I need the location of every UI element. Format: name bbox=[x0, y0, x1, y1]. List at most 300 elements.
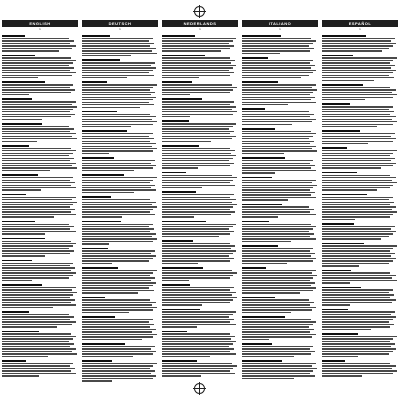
text-line bbox=[162, 368, 233, 369]
text-line bbox=[82, 204, 152, 205]
text-line bbox=[82, 243, 109, 244]
text-line bbox=[242, 84, 316, 85]
text-line bbox=[2, 197, 76, 198]
text-line bbox=[82, 378, 153, 379]
text-line bbox=[2, 148, 71, 149]
section-heading-line bbox=[162, 145, 199, 147]
text-line bbox=[82, 334, 157, 335]
text-line bbox=[242, 167, 311, 168]
text-line bbox=[82, 165, 156, 166]
text-line bbox=[242, 99, 311, 100]
text-line bbox=[162, 336, 235, 337]
text-line bbox=[242, 292, 300, 293]
text-line bbox=[162, 167, 198, 168]
text-line bbox=[242, 121, 312, 122]
text-line bbox=[322, 338, 393, 339]
text-block bbox=[322, 130, 398, 144]
text-line bbox=[162, 356, 210, 357]
text-line bbox=[162, 245, 235, 246]
text-line bbox=[2, 241, 71, 242]
section-heading-line bbox=[82, 111, 117, 113]
text-line bbox=[242, 248, 313, 249]
text-line bbox=[242, 370, 313, 371]
section-heading-line bbox=[162, 81, 192, 83]
section-heading-line bbox=[2, 284, 42, 286]
text-line bbox=[82, 241, 153, 242]
text-block bbox=[82, 360, 158, 381]
text-block bbox=[162, 331, 238, 357]
text-line bbox=[82, 312, 129, 313]
text-line bbox=[2, 375, 39, 376]
text-line bbox=[82, 280, 151, 281]
text-block bbox=[322, 223, 398, 240]
column-header: ITALIANO bbox=[242, 20, 318, 27]
text-line bbox=[242, 302, 314, 303]
text-line bbox=[322, 87, 390, 88]
text-line bbox=[82, 307, 157, 308]
text-line bbox=[2, 180, 70, 181]
text-line bbox=[82, 53, 157, 54]
text-line bbox=[322, 299, 396, 300]
text-line bbox=[2, 185, 71, 186]
text-line bbox=[322, 121, 397, 122]
text-line bbox=[2, 101, 76, 102]
section-heading-line bbox=[2, 174, 38, 176]
text-line bbox=[162, 187, 202, 188]
text-line bbox=[82, 50, 152, 51]
text-line bbox=[2, 265, 70, 266]
text-line bbox=[162, 94, 190, 95]
text-line bbox=[162, 114, 233, 115]
text-line bbox=[162, 233, 230, 234]
section-heading-line bbox=[322, 84, 363, 86]
section-heading-line bbox=[2, 145, 29, 147]
text-line bbox=[322, 363, 390, 364]
text-line bbox=[242, 192, 315, 193]
text-line bbox=[242, 346, 313, 347]
text-line bbox=[242, 236, 310, 237]
text-line bbox=[82, 114, 150, 115]
section-heading-line bbox=[162, 267, 203, 269]
section-heading-line bbox=[322, 223, 354, 225]
text-line bbox=[2, 299, 75, 300]
text-line bbox=[162, 40, 233, 41]
text-line bbox=[322, 126, 377, 127]
section-heading-line bbox=[322, 309, 348, 311]
text-line bbox=[2, 38, 69, 39]
text-block bbox=[82, 59, 158, 78]
section-heading-line bbox=[322, 360, 345, 362]
text-line bbox=[162, 370, 230, 371]
section-heading-line bbox=[242, 128, 275, 130]
text-line bbox=[242, 285, 311, 286]
text-line bbox=[242, 94, 310, 95]
text-line bbox=[82, 299, 150, 300]
section-heading-line bbox=[162, 120, 189, 122]
text-line bbox=[242, 214, 316, 215]
text-line bbox=[162, 128, 229, 129]
text-line bbox=[82, 282, 156, 283]
text-line bbox=[2, 297, 70, 298]
text-line bbox=[162, 165, 230, 166]
text-line bbox=[242, 102, 316, 103]
text-block bbox=[162, 191, 238, 217]
text-line bbox=[82, 290, 154, 291]
text-line bbox=[322, 321, 389, 322]
text-line bbox=[82, 375, 156, 376]
text-line bbox=[2, 45, 76, 46]
section-heading-line bbox=[82, 248, 108, 250]
text-line bbox=[162, 289, 230, 290]
text-line bbox=[82, 228, 154, 229]
text-line bbox=[162, 101, 234, 102]
text-block bbox=[322, 270, 398, 284]
text-line bbox=[82, 143, 156, 144]
text-line bbox=[162, 163, 234, 164]
text-block bbox=[82, 81, 158, 107]
text-line bbox=[322, 89, 396, 90]
text-line bbox=[2, 77, 38, 78]
text-line bbox=[2, 133, 76, 134]
text-line bbox=[242, 67, 311, 68]
text-line bbox=[322, 75, 389, 76]
text-block bbox=[162, 81, 238, 95]
section-heading-line bbox=[242, 316, 285, 318]
text-line bbox=[162, 216, 194, 217]
text-line bbox=[322, 302, 392, 303]
text-line bbox=[2, 228, 70, 229]
text-line bbox=[2, 75, 72, 76]
text-block bbox=[322, 309, 398, 330]
text-line bbox=[2, 70, 70, 71]
text-line bbox=[2, 177, 73, 178]
section-heading-line bbox=[242, 108, 265, 110]
text-line bbox=[2, 167, 77, 168]
text-block bbox=[82, 221, 158, 245]
text-line bbox=[82, 365, 153, 366]
text-line bbox=[2, 231, 76, 232]
section-heading-line bbox=[242, 297, 275, 299]
text-line bbox=[322, 292, 389, 293]
text-line bbox=[242, 258, 316, 259]
text-line bbox=[82, 40, 149, 41]
text-line bbox=[82, 70, 153, 71]
text-line bbox=[242, 77, 301, 78]
text-line bbox=[322, 231, 396, 232]
text-line bbox=[242, 307, 316, 308]
text-line bbox=[242, 378, 294, 379]
text-line bbox=[162, 194, 234, 195]
text-line bbox=[242, 75, 309, 76]
text-line bbox=[322, 106, 393, 107]
text-line bbox=[82, 102, 149, 103]
text-line bbox=[162, 294, 232, 295]
text-line bbox=[162, 373, 235, 374]
text-line bbox=[322, 197, 393, 198]
section-heading-line bbox=[242, 177, 272, 179]
text-line bbox=[82, 277, 155, 278]
text-line bbox=[242, 216, 278, 217]
text-line bbox=[322, 272, 390, 273]
text-line bbox=[2, 263, 73, 264]
text-line bbox=[82, 214, 155, 215]
text-line bbox=[322, 60, 393, 61]
text-line bbox=[322, 175, 390, 176]
text-line bbox=[82, 65, 151, 66]
text-line bbox=[322, 109, 389, 110]
text-line bbox=[162, 206, 233, 207]
text-block bbox=[322, 35, 398, 52]
section-heading-line bbox=[322, 172, 357, 174]
text-line bbox=[82, 119, 152, 120]
text-line bbox=[82, 356, 133, 357]
section-heading-line bbox=[162, 221, 206, 223]
text-line bbox=[322, 62, 390, 63]
text-line bbox=[82, 224, 153, 225]
section-heading-line bbox=[82, 267, 118, 269]
text-block bbox=[2, 311, 78, 328]
text-line bbox=[162, 314, 233, 315]
text-line bbox=[2, 245, 73, 246]
text-line bbox=[82, 253, 151, 254]
text-line bbox=[242, 141, 314, 142]
text-line bbox=[162, 133, 230, 134]
text-line bbox=[2, 67, 74, 68]
text-line bbox=[322, 94, 397, 95]
text-line bbox=[2, 141, 37, 142]
text-block bbox=[322, 243, 398, 267]
section-heading-line bbox=[2, 331, 39, 333]
section-heading-line bbox=[322, 287, 361, 289]
column-subheader: 1 bbox=[359, 27, 361, 31]
text-line bbox=[2, 341, 69, 342]
text-line bbox=[2, 160, 70, 161]
text-line bbox=[82, 233, 156, 234]
text-line bbox=[82, 43, 154, 44]
text-block bbox=[82, 248, 158, 265]
text-line bbox=[242, 199, 288, 200]
text-line bbox=[322, 238, 381, 239]
section-heading-line bbox=[322, 270, 351, 272]
text-line bbox=[322, 50, 382, 51]
text-line bbox=[82, 138, 154, 139]
text-line bbox=[162, 104, 230, 105]
text-block bbox=[2, 98, 78, 119]
text-line bbox=[322, 250, 390, 251]
text-line bbox=[2, 211, 71, 212]
text-line bbox=[322, 343, 395, 344]
text-line bbox=[322, 263, 389, 264]
text-line bbox=[242, 233, 314, 234]
text-block bbox=[2, 81, 78, 95]
text-line bbox=[162, 250, 236, 251]
text-line bbox=[82, 141, 150, 142]
text-line bbox=[2, 348, 76, 349]
text-line bbox=[242, 124, 292, 125]
column-header: NEDERLANDS bbox=[162, 20, 238, 27]
text-line bbox=[2, 275, 73, 276]
text-line bbox=[322, 245, 397, 246]
text-line bbox=[242, 275, 317, 276]
section-heading-line bbox=[322, 103, 350, 105]
text-line bbox=[82, 238, 157, 239]
text-line bbox=[242, 272, 312, 273]
text-line bbox=[242, 309, 312, 310]
text-line bbox=[162, 214, 231, 215]
text-line bbox=[82, 263, 112, 264]
text-line bbox=[242, 331, 310, 332]
section-heading-line bbox=[242, 57, 268, 59]
text-line bbox=[242, 351, 315, 352]
text-line bbox=[82, 331, 152, 332]
text-block bbox=[82, 35, 158, 56]
section-heading-line bbox=[2, 123, 42, 125]
text-line bbox=[2, 356, 48, 357]
text-line bbox=[2, 116, 71, 117]
text-line bbox=[322, 111, 394, 112]
text-line bbox=[2, 50, 59, 51]
text-line bbox=[82, 87, 153, 88]
text-line bbox=[2, 187, 76, 188]
text-line bbox=[82, 133, 153, 134]
section-heading-line bbox=[2, 260, 32, 262]
text-line bbox=[162, 346, 229, 347]
text-line bbox=[2, 216, 54, 217]
text-block bbox=[162, 284, 238, 305]
text-line bbox=[162, 87, 237, 88]
text-line bbox=[2, 277, 69, 278]
text-line bbox=[162, 177, 237, 178]
text-line bbox=[82, 363, 157, 364]
text-line bbox=[322, 80, 374, 81]
text-line bbox=[162, 106, 236, 107]
text-line bbox=[82, 255, 156, 256]
section-heading-line bbox=[82, 81, 107, 83]
text-line bbox=[82, 94, 151, 95]
text-line bbox=[162, 141, 211, 142]
text-line bbox=[162, 204, 237, 205]
text-line bbox=[82, 321, 149, 322]
section-heading-line bbox=[162, 309, 200, 311]
text-line bbox=[82, 336, 153, 337]
text-line bbox=[2, 326, 57, 327]
text-line bbox=[162, 375, 201, 376]
section-heading-line bbox=[322, 130, 360, 132]
text-line bbox=[82, 373, 151, 374]
text-line bbox=[162, 292, 236, 293]
section-heading-line bbox=[162, 55, 205, 57]
text-line bbox=[2, 163, 76, 164]
text-line bbox=[322, 163, 396, 164]
text-line bbox=[162, 272, 237, 273]
text-line bbox=[242, 89, 317, 90]
text-line bbox=[2, 248, 69, 249]
text-line bbox=[242, 363, 316, 364]
text-line bbox=[242, 253, 315, 254]
text-block bbox=[2, 55, 78, 79]
text-line bbox=[2, 321, 76, 322]
text-line bbox=[242, 60, 313, 61]
text-line bbox=[162, 253, 233, 254]
text-line bbox=[322, 329, 371, 330]
text-block bbox=[162, 120, 238, 141]
text-line bbox=[2, 155, 69, 156]
text-line bbox=[82, 185, 155, 186]
section-heading-line bbox=[162, 172, 186, 174]
text-line bbox=[162, 138, 232, 139]
text-line bbox=[242, 260, 313, 261]
text-block bbox=[2, 35, 78, 52]
text-line bbox=[162, 348, 234, 349]
text-line bbox=[2, 214, 76, 215]
column-nederlands bbox=[162, 20, 238, 383]
text-line bbox=[242, 348, 310, 349]
text-line bbox=[2, 243, 76, 244]
text-line bbox=[242, 150, 317, 151]
text-block bbox=[82, 111, 158, 128]
text-line bbox=[242, 368, 317, 369]
text-block bbox=[322, 333, 398, 357]
text-line bbox=[2, 267, 75, 268]
text-block bbox=[242, 221, 318, 242]
text-line bbox=[322, 253, 395, 254]
column-header: ENGLISH bbox=[2, 20, 78, 27]
text-line bbox=[162, 338, 231, 339]
text-block bbox=[242, 128, 318, 154]
text-line bbox=[162, 197, 230, 198]
text-line bbox=[2, 224, 69, 225]
text-line bbox=[322, 185, 393, 186]
text-line bbox=[82, 380, 112, 381]
text-line bbox=[322, 216, 390, 217]
text-line bbox=[162, 311, 236, 312]
text-line bbox=[322, 180, 392, 181]
text-line bbox=[162, 62, 231, 63]
text-line bbox=[82, 104, 154, 105]
text-line bbox=[162, 297, 237, 298]
text-line bbox=[162, 57, 230, 58]
text-line bbox=[322, 316, 396, 317]
text-line bbox=[242, 255, 311, 256]
text-line bbox=[2, 158, 74, 159]
text-block bbox=[242, 157, 318, 174]
text-block bbox=[322, 84, 398, 101]
text-line bbox=[242, 206, 309, 207]
text-line bbox=[162, 67, 233, 68]
text-line bbox=[2, 351, 72, 352]
column-subheader: 1 bbox=[39, 27, 41, 31]
text-block bbox=[322, 287, 398, 306]
text-line bbox=[162, 70, 229, 71]
text-line bbox=[82, 231, 150, 232]
text-line bbox=[162, 228, 229, 229]
text-line bbox=[242, 373, 310, 374]
text-block bbox=[242, 57, 318, 78]
text-line bbox=[162, 209, 230, 210]
text-line bbox=[242, 339, 269, 340]
text-line bbox=[82, 182, 150, 183]
text-line bbox=[2, 136, 72, 137]
text-line bbox=[162, 365, 237, 366]
text-line bbox=[322, 260, 393, 261]
text-line bbox=[82, 153, 109, 154]
text-line bbox=[322, 314, 391, 315]
text-line bbox=[2, 368, 75, 369]
text-line bbox=[2, 94, 29, 95]
text-line bbox=[322, 45, 393, 46]
text-line bbox=[2, 170, 50, 171]
text-block bbox=[2, 194, 78, 218]
